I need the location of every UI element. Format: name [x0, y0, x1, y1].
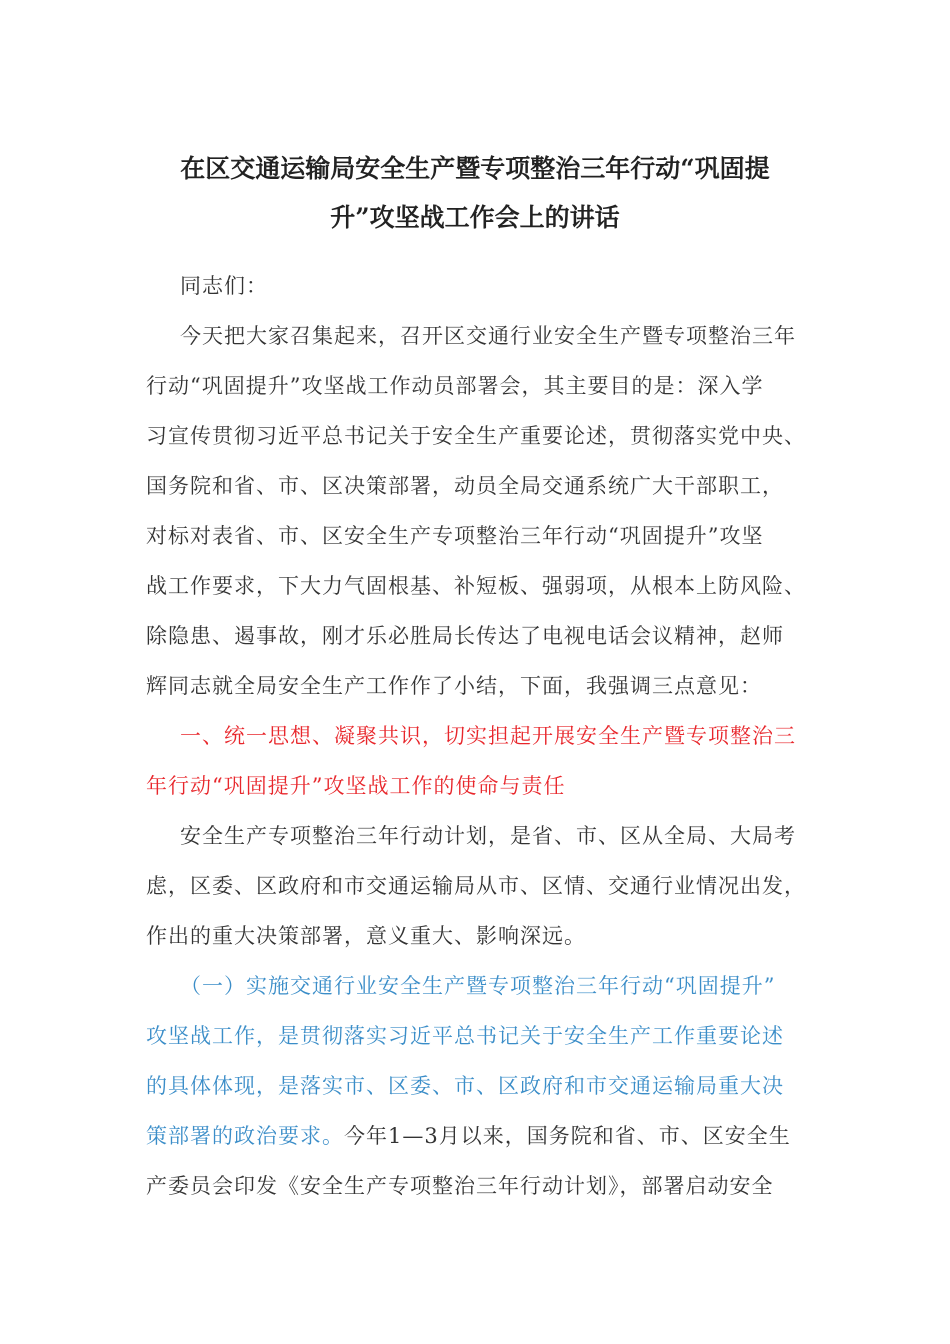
section-heading-1: 一、统一思想、凝聚共识，切实担起开展安全生产暨专项整治三 — [180, 724, 796, 748]
document-title-line-2: 升”攻坚战工作会上的讲话 — [330, 203, 620, 232]
body-line: 安全生产专项整治三年行动计划，是省、市、区从全局、大局考 — [180, 824, 796, 848]
body-line: 辉同志就全局安全生产工作作了小结，下面，我强调三点意见： — [146, 674, 762, 698]
body-line: 习宣传贯彻习近平总书记关于安全生产重要论述，贯彻落实党中央、 — [146, 424, 806, 448]
body-line: 产委员会印发《安全生产专项整治三年行动计划》，部署启动安全 — [146, 1174, 774, 1198]
body-line: 对标对表省、市、区安全生产专项整治三年行动“巩固提升”攻坚 — [146, 524, 764, 548]
mixed-line — [146, 1121, 806, 1151]
body-line: 虑，区委、区政府和市交通运输局从市、区情、交通行业情况出发， — [146, 874, 806, 898]
body-text-span: 今年1—3月以来，国务院和省、市、区安全生 — [344, 1124, 791, 1148]
subsection-heading-1-cont: 的具体体现，是落实市、区委、市、区政府和市交通运输局重大决 — [146, 1074, 784, 1098]
body-line: 行动“巩固提升”攻坚战工作动员部署会，其主要目的是：深入学 — [146, 374, 764, 398]
subsection-heading-1-end: 策部署的政治要求。 — [146, 1124, 344, 1148]
section-heading-1-cont: 年行动“巩固提升”攻坚战工作的使命与责任 — [146, 774, 566, 798]
body-line: 作出的重大决策部署，意义重大、影响深远。 — [146, 924, 586, 948]
salutation: 同志们： — [180, 274, 268, 298]
subsection-heading-1: （一）实施交通行业安全生产暨专项整治三年行动“巩固提升” — [180, 974, 776, 998]
body-line: 战工作要求，下大力气固根基、补短板、强弱项，从根本上防风险、 — [146, 574, 806, 598]
body-line: 除隐患、遏事故，刚才乐必胜局长传达了电视电话会议精神，赵师 — [146, 624, 784, 648]
document-title-line-1: 在区交通运输局安全生产暨专项整治三年行动“巩固提 — [180, 154, 770, 183]
subsection-heading-1-cont: 攻坚战工作，是贯彻落实习近平总书记关于安全生产工作重要论述 — [146, 1024, 784, 1048]
body-line: 国务院和省、市、区决策部署，动员全局交通系统广大干部职工， — [146, 474, 784, 498]
body-line: 今天把大家召集起来，召开区交通行业安全生产暨专项整治三年 — [180, 324, 796, 348]
